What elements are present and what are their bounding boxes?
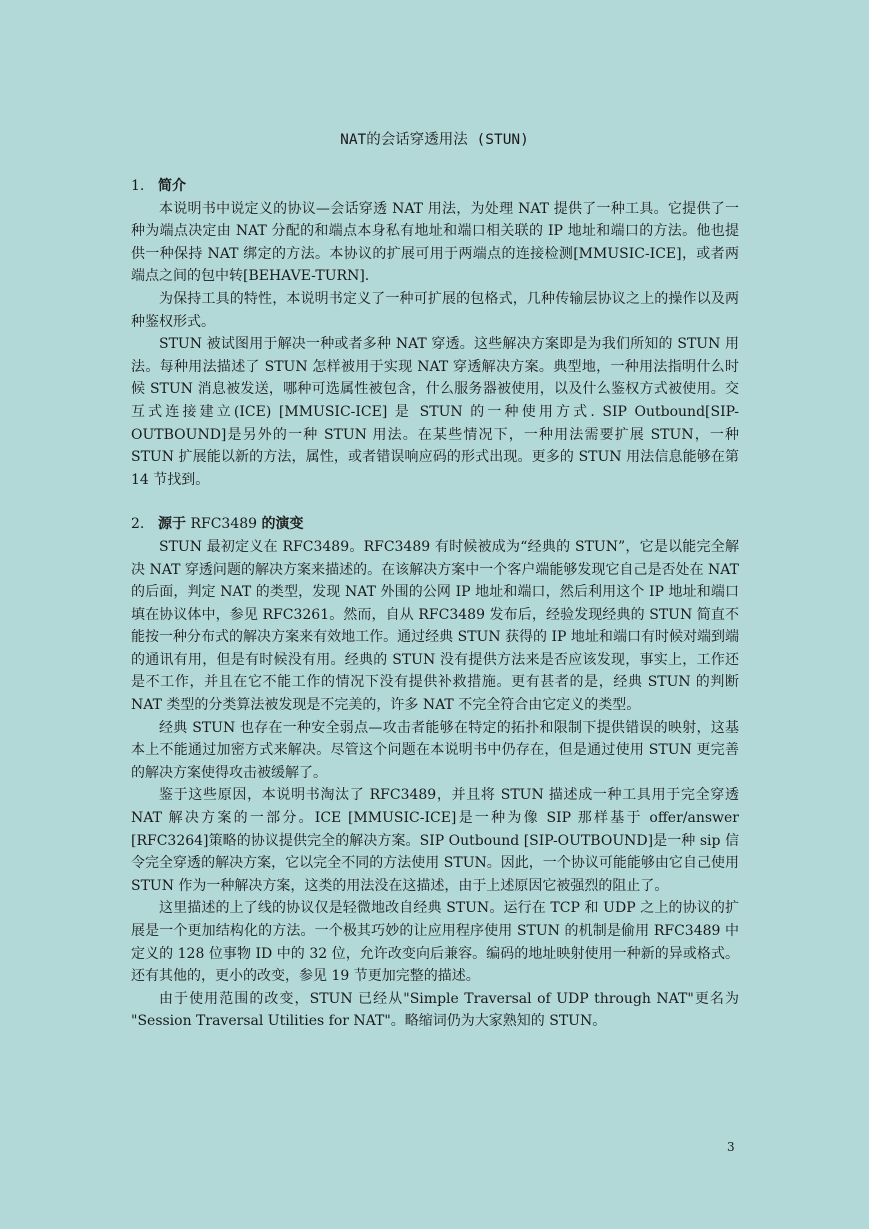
document-title: NAT的会话穿透用法 (STUN) [340, 132, 529, 148]
section-number: 1. [131, 178, 145, 194]
paragraph: STUN 最初定义在 RFC3489。RFC3489 有时候被成为“经典的 STUN”，它是以能完全解决 NAT 穿透问题的解决方案来描述的。在该解决方案中一个客户端能够发现它自己是否处在 NAT 的后面，判定 NAT 的类型，发现 NAT 外围的公网 IP 地址和端口，然后利用这个 IP 地址和端口填在协议体中，参见 RFC3261。然而，自从 RFC3489 发布后，经验发现经典的 STUN 简直不能按一种分布式的解决方案来有效地工作。通过经典 STUN 获得的 IP 地址和端口有时候对端到端的通讯有用，但是有时候没有用。经典的 STUN 没有提供方法来是否应该发现，事实上，工作还是不工作，并且在它不能工作的情况下没有提供补救措施。更有甚者的是，经典 STUN 的判断 NAT 类型的分类算法被发现是不完美的，许多 NAT 不完全符合由它定义的类型。 [131, 538, 739, 714]
paragraph: STUN 被试图用于解决一种或者多种 NAT 穿透。这些解决方案即是为我们所知的 STUN 用法。每种用法描述了 STUN 怎样被用于实现 NAT 穿透解决方案。典型地，一种用法指明什么时候 STUN 消息被发送，哪种可选属性被包含，什么服务器被使用，以及什么鉴权方式被使用。交互式连接建立(ICE) [MMUSIC-ICE] 是 STUN 的一种使用方式. SIP Outbound[SIP-OUTBOUND]是另外的一种 STUN 用法。在某些情况下，一种用法需要扩展 STUN，一种 STUN 扩展能以新的方法，属性，或者错误响应码的形式出现。更多的 STUN 用法信息能够在第 14 节找到。 [131, 336, 739, 488]
paragraph: 由于使用范围的改变，STUN 已经从"Simple Traversal of UDP through NAT"更名为 "Session Traversal Utilities for NAT"。略缩词仍为大家熟知的 STUN。 [131, 990, 739, 1030]
section-number: 2. [131, 516, 145, 533]
paragraph: 本说明书中说定义的协议—会话穿透 NAT 用法，为处理 NAT 提供了一种工具。它提供了一种为端点决定由 NAT 分配的和端点本身私有地址和端口相关联的 IP 地址和端口的方法。他也提供一种保持 NAT 绑定的方法。本协议的扩展可用于两端点的连接检测[MMUSIC-ICE]，或者两端点之间的包中转[BEHAVE-TURN]. [131, 200, 739, 285]
section-title-rfc: RFC3489 [186, 516, 262, 533]
paragraph: 为保持工具的特性，本说明书定义了一种可扩展的包格式，几种传输层协议之上的操作以及两种鉴权形式。 [131, 290, 739, 330]
document-body [131, 175, 739, 1033]
section-title-prefix: 源于 [158, 516, 186, 533]
paragraph: 这里描述的上了线的协议仅是轻微地改自经典 STUN。运行在 TCP 和 UDP 之上的协议的扩展是一个更加结构化的方法。一个极其巧妙的让应用程序使用 STUN 的机制是偷用 RFC3489 中定义的 128 位事物 ID 中的 32 位，允许改变向后兼容。编码的地址映射使用一种新的异或格式。还有其他的，更小的改变，参见 19 节更加完整的描述。 [131, 900, 739, 985]
section-introduction [131, 175, 739, 491]
page-number: 3 [727, 1140, 735, 1154]
section-spacer [131, 491, 739, 513]
section-title: 简介 [158, 178, 186, 194]
section-heading [131, 175, 739, 198]
section-evolution [131, 513, 739, 1033]
section-heading [131, 513, 739, 536]
section-title-suffix: 的演变 [261, 516, 304, 533]
paragraph: 鉴于这些原因，本说明书淘汰了 RFC3489，并且将 STUN 描述成一种工具用于完全穿透 NAT 解决方案的一部分。ICE [MMUSIC-ICE]是一种为像 SIP 那样基于 offer/answer [RFC3264]策略的协议提供完全的解决方案。SIP Outbound [SIP-OUTBOUND]是一种 sip 信令完全穿透的解决方案，它以完全不同的方法使用 STUN。因此，一个协议可能能够由它自己使用 STUN 作为一种解决方案，这类的用法没在这描述，由于上述原因它被强烈的阻止了。 [131, 787, 739, 894]
paragraph: 经典 STUN 也存在一种安全弱点—攻击者能够在特定的拓扑和限制下提供错误的映射，这基本上不能通过加密方式来解决。尽管这个问题在本说明书中仍存在，但是通过使用 STUN 更完善的解决方案使得攻击被缓解了。 [131, 719, 739, 781]
